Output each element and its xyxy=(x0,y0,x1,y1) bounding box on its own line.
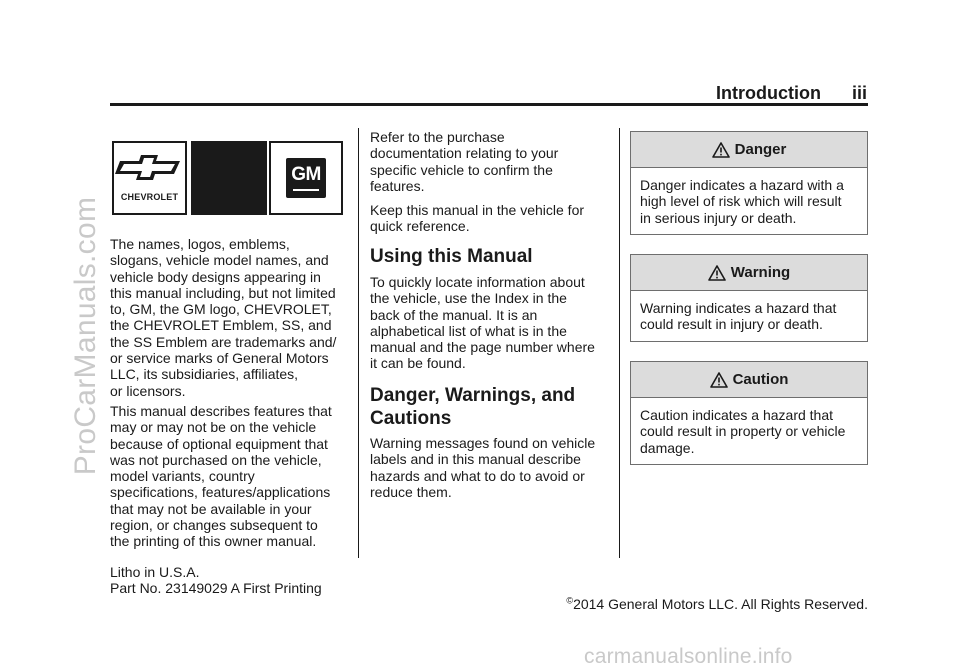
column-divider-1 xyxy=(358,128,359,558)
danger-warnings-paragraph: Warning messages found on vehicle labels and in this manual describe hazards and what to do to avoid or reduce them. xyxy=(370,435,596,500)
bowtie-icon xyxy=(114,149,185,189)
chevrolet-logo xyxy=(112,141,187,215)
warning-callout-text: Warning indicates a hazard that could result in injury or death. xyxy=(640,300,837,333)
warning-callout-title: Warning xyxy=(730,264,791,281)
header-rule xyxy=(110,103,868,106)
danger-warnings-heading: Danger, Warnings, and Cautions xyxy=(370,385,576,429)
danger-callout-title: Danger xyxy=(734,141,787,158)
chevrolet-wordmark: CHEVROLET xyxy=(120,192,179,202)
copyright-symbol: © xyxy=(566,595,574,606)
caution-callout xyxy=(630,361,868,465)
column-divider-2 xyxy=(619,128,620,558)
warning-triangle-icon xyxy=(712,142,730,158)
warning-triangle-icon xyxy=(708,265,726,281)
bottom-watermark: carmanualsonline.info xyxy=(584,645,793,668)
danger-callout-header xyxy=(631,132,867,168)
purchase-paragraph: Refer to the purchase documentation relating to your specific vehicle to confirm the features. xyxy=(370,129,559,194)
warning-callout xyxy=(630,254,868,342)
section-title: Introduction xyxy=(716,83,821,103)
gm-logo xyxy=(269,141,343,215)
gm-logo-square xyxy=(286,158,326,198)
page-number: iii xyxy=(852,83,868,103)
copyright-line xyxy=(526,580,868,612)
caution-callout-header xyxy=(631,362,867,398)
gm-underline xyxy=(293,189,319,191)
caution-callout-text: Caution indicates a hazard that could result in property or vehicle damage. xyxy=(640,407,846,456)
gm-wordmark: GM xyxy=(291,164,321,185)
litho-part-number: Litho in U.S.A. Part No. 23149029 A First Printing xyxy=(110,564,322,596)
danger-callout xyxy=(630,131,868,235)
ss-emblem xyxy=(191,141,267,215)
keep-paragraph: Keep this manual in the vehicle for quick reference. xyxy=(370,202,585,235)
features-paragraph: This manual describes features that may or may not be on the vehicle because of optional equipment that was not purchased on the vehicle, model variants, country specifications, features/applications that may not be available in your region, or changes subsequent to the printing of this owner manual. xyxy=(110,403,332,550)
warning-triangle-icon xyxy=(710,372,728,388)
warning-callout-header xyxy=(631,255,867,291)
caution-callout-title: Caution xyxy=(732,371,789,388)
using-manual-heading: Using this Manual xyxy=(370,246,533,267)
using-manual-paragraph: To quickly locate information about the vehicle, use the Index in the back of the manual. It is an alphabetical list of what is in the manual and the page number where it can be found. xyxy=(370,274,595,372)
side-watermark: ProCarManuals.com xyxy=(69,196,102,476)
danger-callout-text: Danger indicates a hazard with a high level of risk which will result in serious injury or death. xyxy=(640,177,844,226)
copyright-text: 2014 General Motors LLC. All Rights Reserved. xyxy=(573,596,868,612)
trademark-paragraph: The names, logos, emblems, slogans, vehicle model names, and vehicle body designs appearing in this manual including, but not limited to, GM, the GM logo, CHEVROLET, the CHEVROLET Emblem, SS, and the SS Emblem are trademarks and/ or service marks of General Motors LLC, its subsidiaries, affiliates, or licensors. xyxy=(110,236,337,399)
